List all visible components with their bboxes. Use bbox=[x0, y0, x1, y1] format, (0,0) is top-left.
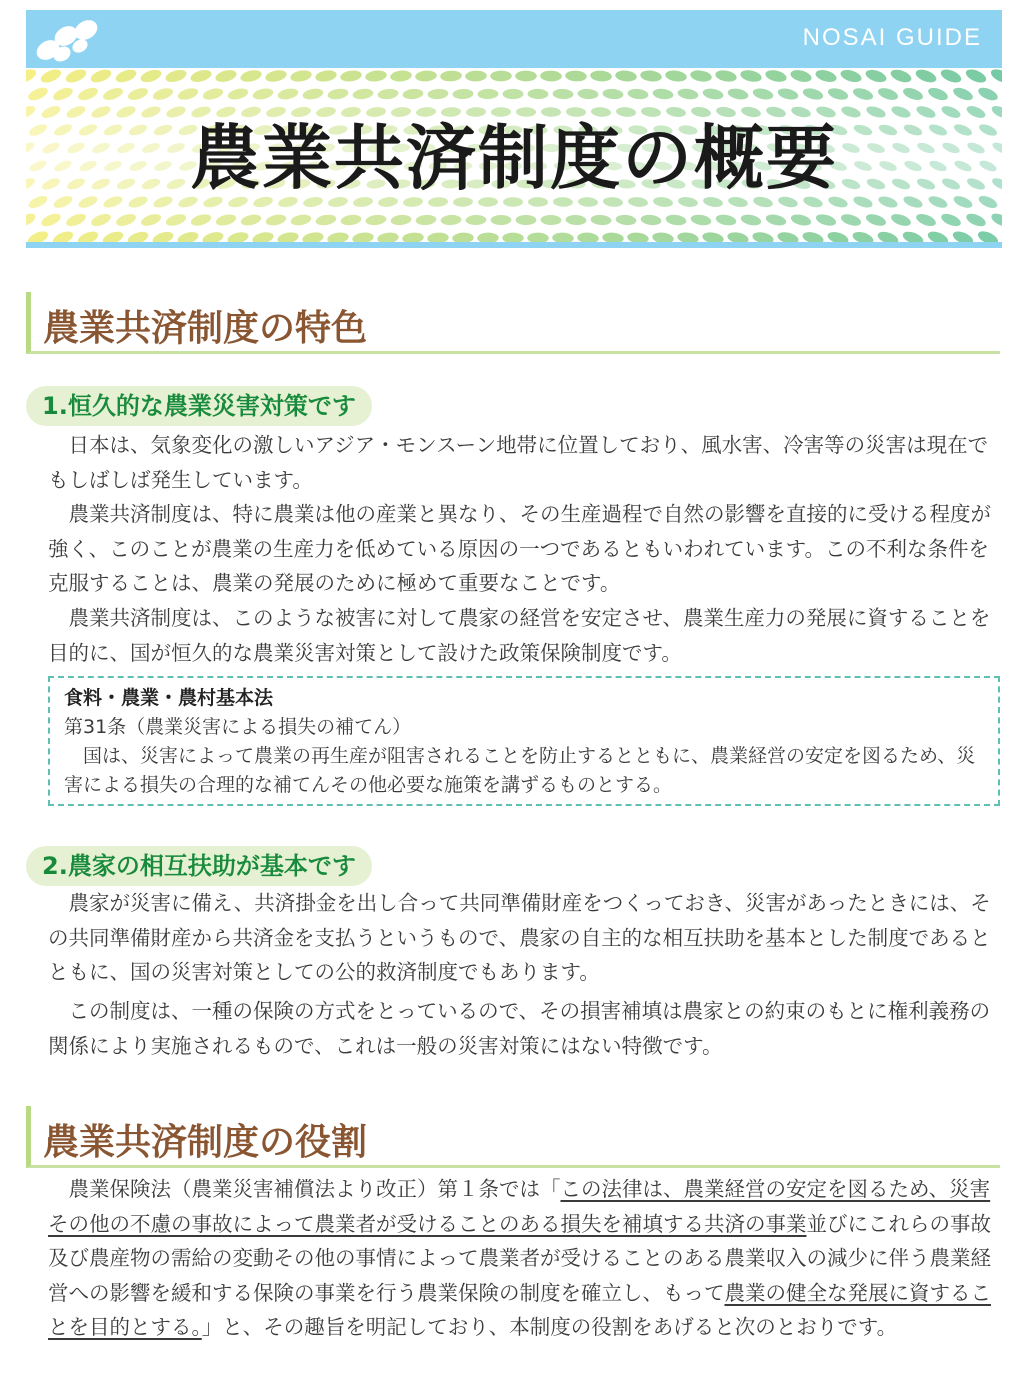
pattern-dot bbox=[989, 68, 1002, 85]
pattern-dot bbox=[740, 213, 762, 227]
law-title: 食料・農業・農村基本法 bbox=[64, 687, 274, 709]
pattern-dot bbox=[114, 68, 138, 85]
pattern-dot bbox=[577, 88, 598, 99]
paragraph: 農業共済制度は、特に農業は他の産業と異なり、その生産過程で自然の影響を直接的に受ける程度が強く、このことが農業の生産力を低めている原因の一つであるともいわれています。この不利な条件を克服することは、農業の発展のために極めて重要なことです。 bbox=[48, 502, 991, 595]
pattern-dot bbox=[152, 86, 175, 102]
pattern-dot bbox=[565, 214, 586, 225]
pattern-dot bbox=[126, 86, 149, 102]
pattern-dot bbox=[552, 88, 573, 99]
pattern-dot bbox=[177, 86, 200, 102]
section-title-features bbox=[26, 292, 1000, 354]
law-body: 国は、災害によって農業の再生産が阻害されることを防止するとともに、農業経営の安定を図るため、災害による損失の合理的な補てんその他必要な施策を講ずるものとする。 bbox=[64, 745, 976, 796]
page-title: 農業共済制度の概要 bbox=[190, 117, 838, 199]
pattern-dot bbox=[377, 88, 399, 100]
pattern-dot bbox=[540, 70, 562, 81]
pattern-dot bbox=[503, 89, 524, 99]
law-excerpt-box bbox=[48, 676, 1000, 806]
pattern-dot bbox=[440, 70, 462, 82]
section-title-text: 農業共済制度の特色 bbox=[43, 307, 368, 349]
pattern-dot bbox=[39, 68, 63, 85]
pattern-dot bbox=[26, 85, 49, 103]
pattern-dot bbox=[402, 88, 424, 100]
role-text-middle: 並びにこれらの事故及び農産物の需給の変動その他の事情によって農業者が受けることのある農業収入の減少に伴う農業経営への影響を緩和する保険の事業を行う農業保険の制度を確立し、もって bbox=[48, 1211, 991, 1305]
pattern-dot bbox=[690, 213, 712, 226]
pattern-dot bbox=[951, 85, 974, 102]
page-header bbox=[26, 10, 1002, 248]
pattern-dot bbox=[689, 69, 712, 83]
pattern-dot bbox=[827, 86, 850, 102]
pattern-dot bbox=[1001, 85, 1002, 103]
pattern-dot bbox=[702, 87, 724, 101]
pattern-dot bbox=[789, 68, 813, 84]
role-paragraph bbox=[48, 1172, 1000, 1345]
pattern-dot bbox=[515, 71, 537, 82]
pattern-dot bbox=[415, 70, 437, 82]
pattern-dot bbox=[926, 85, 949, 102]
pattern-dot bbox=[327, 87, 349, 100]
pattern-dot bbox=[727, 87, 749, 101]
pattern-dot bbox=[540, 215, 561, 226]
pattern-dot bbox=[764, 68, 788, 83]
pattern-dot bbox=[51, 85, 74, 103]
pattern-dot bbox=[190, 212, 213, 227]
pattern-dot bbox=[901, 86, 924, 103]
pattern-dot bbox=[89, 68, 113, 85]
pattern-dot bbox=[440, 214, 461, 225]
pattern-dot bbox=[64, 211, 87, 228]
pattern-dot bbox=[964, 68, 988, 85]
pattern-dot bbox=[989, 211, 1002, 229]
nosai-logo-icon bbox=[26, 10, 106, 68]
guide-label: NOSAI GUIDE bbox=[802, 24, 982, 51]
pattern-dot bbox=[39, 211, 62, 229]
pattern-dot bbox=[590, 214, 611, 226]
pattern-dot bbox=[890, 212, 913, 229]
pattern-dot bbox=[652, 88, 674, 101]
pattern-dot bbox=[627, 88, 649, 100]
pattern-dot bbox=[615, 214, 637, 226]
pattern-dot bbox=[677, 87, 699, 100]
pattern-dot bbox=[777, 87, 800, 102]
pattern-dot bbox=[490, 71, 512, 82]
pattern-dot bbox=[390, 214, 412, 226]
pattern-dot bbox=[516, 215, 537, 225]
paragraph: この制度は、一種の保険の方式をとっているので、その損害補填は農家との約束のもとに権利義務の関係により実施されるもので、これは一般の災害対策にはない特徴です。 bbox=[48, 999, 991, 1058]
law-article: 第31条（農業災害による損失の補てん） bbox=[64, 716, 412, 738]
pattern-dot bbox=[202, 86, 225, 101]
pattern-dot bbox=[415, 214, 436, 226]
pattern-dot bbox=[602, 88, 624, 100]
pattern-dot bbox=[876, 86, 899, 102]
pattern-dot bbox=[76, 85, 99, 102]
pattern-dot bbox=[939, 211, 962, 228]
pattern-dot bbox=[790, 212, 813, 227]
pattern-dot bbox=[165, 212, 188, 228]
pattern-dot bbox=[839, 68, 863, 84]
pattern-dot bbox=[452, 88, 473, 99]
pattern-dot bbox=[864, 68, 888, 85]
pattern-dot bbox=[365, 69, 388, 82]
paragraph: 農家が災害に備え、共済掛金を出し合って共同準備財産をつくっておき、災害があったときには、その共同準備財産から共済金を支払うというもので、農家の自主的な相互扶助を基本とした制度であるとともに、国の災害対策としての公的救済制度でもあります。 bbox=[48, 891, 991, 984]
pattern-dot bbox=[264, 68, 287, 83]
pattern-dot bbox=[565, 70, 587, 82]
pattern-dot bbox=[964, 211, 987, 229]
pattern-dot bbox=[101, 86, 124, 103]
pattern-dot bbox=[865, 212, 888, 228]
paragraph: 日本は、気象変化の激しいアジア・モンスーン地帯に位置しており、風水害、冷害等の災害は現在でもしばしば発生しています。 bbox=[48, 433, 989, 492]
pattern-dot bbox=[752, 87, 775, 101]
pattern-dot bbox=[491, 215, 512, 225]
section-title-role bbox=[26, 1106, 1000, 1168]
pattern-dot bbox=[640, 69, 663, 82]
pattern-dot bbox=[815, 212, 838, 227]
pattern-dot bbox=[390, 70, 413, 83]
pattern-dot bbox=[527, 89, 548, 100]
header-underline bbox=[26, 242, 1002, 248]
pattern-dot bbox=[315, 213, 337, 226]
pattern-dot bbox=[739, 68, 762, 83]
pattern-dot bbox=[615, 70, 638, 83]
subheading-permanent-measure: 1.恒久的な農業災害対策です bbox=[26, 386, 372, 426]
pattern-dot bbox=[302, 87, 324, 101]
role-text-suffix: 」と、その趣旨を明記しており、本制度の役割をあげると次のとおりです。 bbox=[201, 1315, 898, 1339]
pattern-dot bbox=[289, 69, 312, 84]
pattern-dot bbox=[340, 214, 362, 227]
pattern-dot bbox=[265, 213, 287, 227]
pattern-dot bbox=[290, 213, 312, 227]
pattern-dot bbox=[915, 212, 938, 229]
pattern-dot bbox=[465, 70, 487, 81]
pattern-dot bbox=[590, 70, 612, 82]
subheading-mutual-aid: 2.農家の相互扶助が基本です bbox=[26, 846, 372, 886]
pattern-dot bbox=[139, 68, 163, 85]
pattern-dot bbox=[314, 69, 337, 83]
pattern-dot bbox=[976, 85, 999, 103]
pattern-dot bbox=[140, 212, 163, 228]
pattern-dot bbox=[714, 69, 737, 84]
pattern-dot bbox=[252, 87, 275, 102]
pattern-dot bbox=[665, 69, 688, 83]
pattern-dot bbox=[240, 213, 263, 228]
section-title-text: 農業共済制度の役割 bbox=[43, 1121, 368, 1163]
pattern-dot bbox=[340, 69, 363, 83]
pattern-dot bbox=[852, 86, 875, 102]
pattern-dot bbox=[802, 86, 825, 101]
pattern-dot bbox=[840, 212, 863, 228]
pattern-dot bbox=[189, 68, 213, 84]
role-quote-underlined: この法律は、農業経営の安定を図るため、災害その他の不慮の事故によって農業者が受けることのある損失を補填する共済の事業 bbox=[48, 1177, 991, 1236]
role-text-prefix: 農業保険法（農業災害補償法より改正）第１条では「 bbox=[68, 1177, 561, 1201]
pattern-dot bbox=[640, 214, 662, 227]
pattern-dot bbox=[814, 68, 838, 84]
pattern-dot bbox=[164, 68, 188, 84]
paragraph: 農業共済制度は、このような被害に対して農家の経営を安定させ、農業生産力の発展に資することを目的に、国が恒久的な農業災害対策として設けた政策保険制度です。 bbox=[48, 606, 991, 665]
pattern-dot bbox=[277, 87, 299, 101]
pattern-dot bbox=[239, 68, 263, 83]
pattern-dot bbox=[215, 212, 238, 227]
role-quote-underlined: 農業の健全な発展に資することを目的とする。 bbox=[48, 1280, 991, 1339]
pattern-dot bbox=[665, 214, 687, 227]
pattern-dot bbox=[26, 211, 38, 229]
pattern-dot bbox=[64, 68, 88, 85]
pattern-dot bbox=[352, 88, 374, 101]
pattern-dot bbox=[227, 87, 250, 102]
pattern-dot bbox=[914, 68, 938, 85]
pattern-dot bbox=[427, 88, 448, 100]
pattern-dot bbox=[90, 212, 113, 229]
pattern-dot bbox=[115, 212, 138, 229]
pattern-dot bbox=[765, 213, 788, 228]
pattern-dot bbox=[365, 214, 387, 227]
pattern-dot bbox=[214, 68, 238, 84]
pattern-dot bbox=[715, 213, 737, 227]
pattern-dot bbox=[465, 215, 486, 226]
pattern-dot bbox=[889, 68, 913, 85]
pattern-dot bbox=[477, 89, 498, 100]
pattern-dot bbox=[939, 68, 963, 85]
pattern-dot bbox=[26, 68, 38, 85]
